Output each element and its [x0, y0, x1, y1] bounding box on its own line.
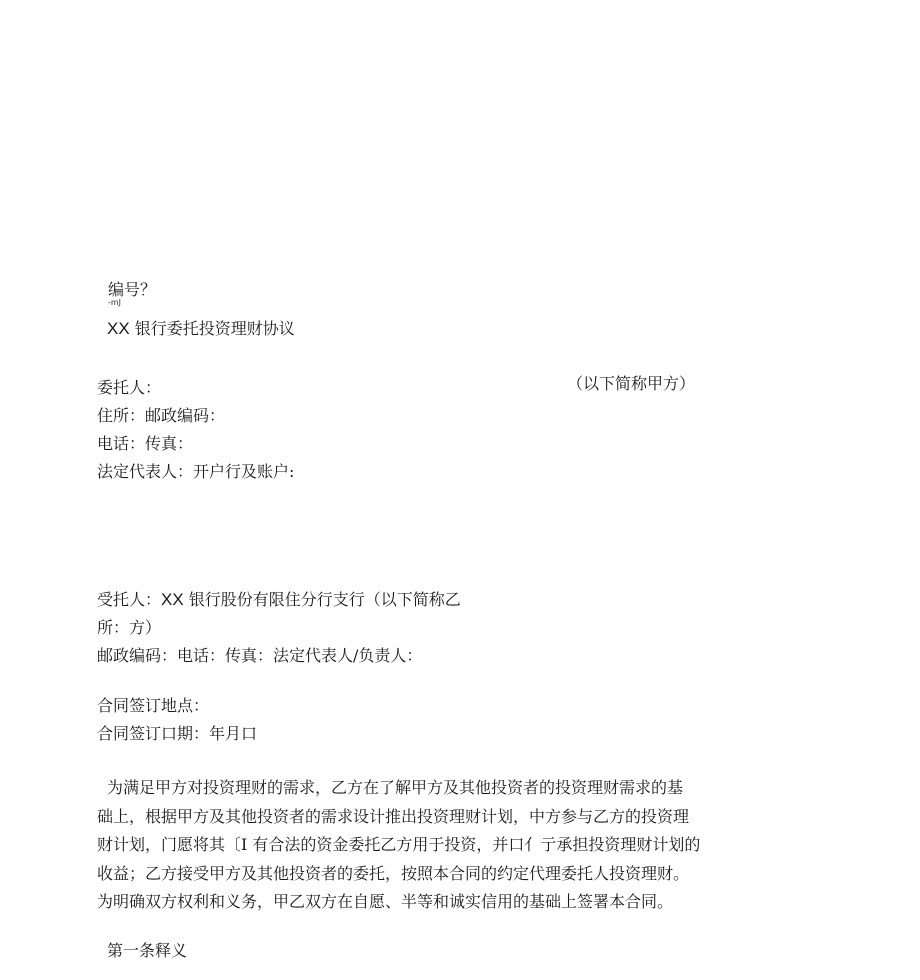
party-a-representative: 法定代表人：开户行及账户: — [97, 462, 295, 481]
trustee-line — [97, 586, 461, 614]
small-mark: -mJ — [108, 298, 122, 307]
contract-place: 合同签订地点： — [97, 696, 210, 715]
preamble-line: 财计划，门愿将其〔I 有合法的资金委托乙方用于投资，并口亻亍承担投资理财计划的 — [97, 835, 701, 854]
trustee-line-3: 邮政编码：电话：传真：法定代表人/负责人： — [97, 646, 423, 665]
preamble-line: 为明确双方权利和义务，甲乙双方在自愿、半等和诚实信用的基础上签署本合同。 — [97, 892, 674, 911]
party-a-abbr-note: （以下简称甲方） — [567, 374, 696, 393]
contract-date: 合同签订口期：年月口 — [97, 724, 258, 743]
preamble-line: 础上，根据甲方及其他投资者的需求设计推出投资理财计划，中方参与乙方的投资理 — [97, 806, 690, 826]
preamble-line: 为满足甲方对投资理财的需求，乙方在了解甲方及其他投资者的投资理财需求的基 — [107, 778, 684, 797]
document-title — [107, 316, 295, 339]
trustee-text: 银行股份有限住分行支行（以下简称乙 — [188, 590, 461, 609]
party-a-address: 住所：邮政编码： — [97, 406, 226, 425]
title-text: 银行委托投资理财协议 — [134, 319, 295, 338]
party-a-phone: 电话：传真： — [97, 434, 194, 453]
preamble-paragraph — [97, 774, 737, 917]
contract-number-label: 编号？ — [108, 280, 157, 299]
title-xx: XX — [107, 319, 130, 338]
trustee-xx: XX — [161, 590, 184, 609]
article-1-heading: 第一条释义 — [107, 941, 188, 960]
trustee-line-2: 所：方） — [97, 618, 162, 637]
trustee-label: 受托人： — [97, 590, 162, 609]
preamble-line: 收益；乙方接受甲方及其他投资者的委托，按照本合同的约定代理委托人投资理财。 — [97, 863, 690, 883]
client-label: 委托人： — [97, 378, 162, 397]
